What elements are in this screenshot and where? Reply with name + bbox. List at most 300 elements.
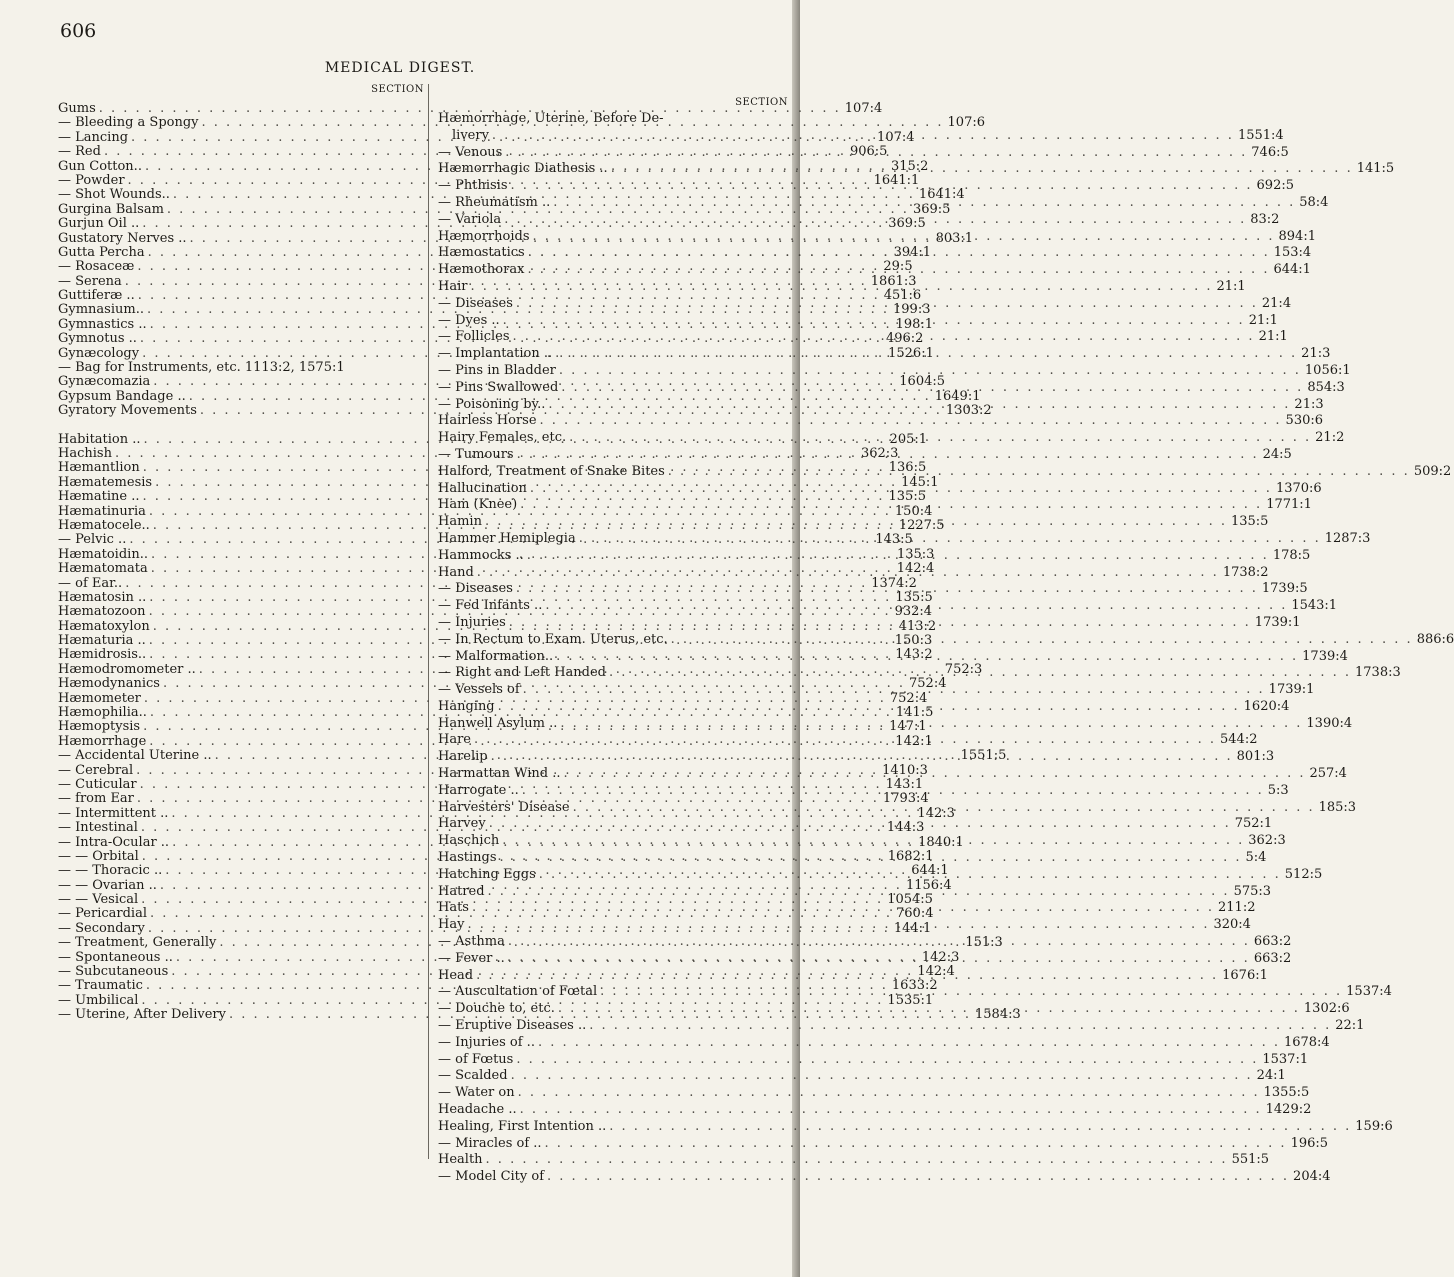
- dot-leader: [665, 464, 1410, 481]
- entry-term: Hæmodynanics: [58, 676, 160, 692]
- dot-leader: [606, 661, 1351, 682]
- dot-leader: [576, 531, 1321, 548]
- entry-section-ref: 315:2: [890, 158, 929, 174]
- entry-term: — Shot Wounds..: [58, 187, 170, 203]
- entry-term: Harvesters' Disease: [438, 799, 570, 815]
- entry-section-ref: 394:1: [893, 244, 932, 260]
- dot-leader: [497, 850, 1242, 867]
- entry-term: — In Rectum to Exam. Uterus, etc.: [438, 631, 668, 647]
- entry-term: Ham (Knee): [438, 497, 518, 513]
- entry-term: Hæmostatics: [438, 245, 525, 261]
- entry-term: — Rosaceæ: [58, 259, 135, 275]
- entry-section-ref: 1682:1: [887, 848, 934, 864]
- entry-term: — Red: [58, 144, 101, 160]
- entry-term: — Uterine, After Delivery: [58, 1007, 226, 1023]
- entry-term: — Phthisis: [438, 178, 508, 194]
- entry-term: — Lancing: [58, 129, 129, 145]
- entry-section-ref: 107:6: [947, 115, 985, 131]
- entry-section-ref: 1620:4: [1243, 698, 1290, 714]
- entry-term: Gun Cotton..: [58, 158, 142, 174]
- entry-section-ref: 1390:4: [1306, 715, 1353, 731]
- entry-term: — Dyes ..: [438, 312, 500, 328]
- entry-section-ref: 144:1: [893, 920, 932, 936]
- entry-term: — Asthma: [438, 934, 505, 950]
- entry-term: Haschich: [438, 833, 500, 849]
- entry-section-ref: 1604:5: [899, 374, 946, 390]
- dot-leader: [515, 1085, 1260, 1102]
- entry-term: — Douche to, etc.: [438, 1001, 555, 1017]
- entry-term: Hamin: [438, 514, 482, 530]
- dot-leader: [508, 1068, 1253, 1085]
- entry-section-ref: 21:1: [1216, 278, 1246, 294]
- dot-leader: [471, 732, 1216, 749]
- entry-term: Hæmorrhagic Diathesis ..: [438, 161, 608, 177]
- entry-term: — Water on: [438, 1085, 515, 1101]
- entry-section-ref: 1633:2: [891, 978, 938, 994]
- entry-term: Hæmatinuria: [58, 503, 146, 519]
- index-entry: [58, 361, 424, 375]
- dot-leader: [545, 397, 1290, 414]
- entry-term: — Vessels of: [438, 682, 520, 698]
- dot-leader: [505, 951, 1250, 968]
- entry-section-ref: 196:5: [1290, 1135, 1329, 1151]
- entry-term: Hair: [438, 278, 468, 294]
- entry-term: — Intestinal: [58, 820, 138, 836]
- right-section-label: SECTION: [735, 97, 788, 108]
- entry-term: Gutta Percha: [58, 244, 145, 260]
- dot-leader: [488, 749, 1233, 766]
- entry-section-ref: 1429:2: [1265, 1102, 1312, 1118]
- entry-term: Hare: [438, 732, 471, 748]
- index-entry: [438, 1034, 1330, 1052]
- entry-term: — — Thoracic ..: [58, 863, 163, 879]
- index-entry: [438, 1118, 1393, 1136]
- entry-term: — Fed Infants ..: [438, 598, 543, 614]
- entry-term: Hæmorrhage, Uterine, Before De-: [438, 111, 664, 126]
- entry-section-ref: 145:1: [901, 474, 939, 490]
- entry-section-ref: 575:3: [1233, 883, 1272, 899]
- entry-term: Health: [438, 1152, 483, 1168]
- dot-leader: [555, 1001, 1300, 1018]
- dot-leader: [474, 565, 1219, 582]
- entry-section-ref: 1861:3: [870, 273, 917, 289]
- entry-term: — Cuticular: [58, 776, 137, 792]
- dot-leader: [485, 884, 1230, 901]
- dot-leader: [505, 934, 1250, 951]
- entry-term: — — Ovarian ..: [58, 877, 157, 893]
- dot-leader: [570, 800, 1315, 817]
- dot-leader: [482, 514, 1227, 531]
- entry-term: — Pelvic ..: [58, 532, 127, 548]
- entry-section-ref: 644:1: [1273, 262, 1311, 278]
- entry-term: Hallucination: [438, 480, 527, 496]
- entry-section-ref: 1355:5: [1263, 1085, 1310, 1101]
- dot-leader: [566, 430, 1311, 447]
- entry-term: — Spontaneous ..: [58, 949, 173, 965]
- entry-section-ref: 1649:1: [934, 388, 981, 404]
- entry-term: Hæmatocele..: [58, 517, 150, 533]
- entry-section-ref: 1738:3: [1355, 665, 1401, 681]
- entry-section-ref: 178:5: [1272, 547, 1311, 563]
- dot-leader: [535, 1035, 1280, 1052]
- entry-term: — Intermittent ..: [58, 805, 169, 821]
- entry-section-ref: 752:4: [909, 676, 947, 692]
- entry-section-ref: 24:1: [1256, 1068, 1286, 1084]
- entry-term: — Miracles of ..: [438, 1135, 542, 1151]
- entry-section-ref: 362:3: [860, 445, 899, 461]
- entry-term: Habitation ..: [58, 431, 141, 447]
- entry-section-ref: 692:5: [1256, 178, 1294, 194]
- entry-section-ref: 906:5: [849, 144, 888, 160]
- entry-term: — Diseases: [438, 295, 513, 311]
- entry-term: Hæmothorax: [438, 262, 525, 278]
- entry-term: — Scalded: [438, 1068, 508, 1084]
- dot-leader: [524, 548, 1269, 565]
- entry-section-ref: 5:4: [1245, 850, 1267, 866]
- dot-leader: [560, 762, 1305, 783]
- entry-section-ref: 760:4: [896, 906, 934, 922]
- entry-section-ref: 1410:3: [882, 762, 928, 778]
- entry-term: Hæmatoidin..: [58, 546, 148, 562]
- entry-section-ref: 21:1: [1258, 329, 1288, 345]
- entry-section-ref: 150:4: [894, 503, 933, 519]
- index-entry: [438, 1169, 1331, 1186]
- entry-term: Hæmatoxylon: [58, 618, 150, 634]
- entry-section-ref: 135:5: [895, 589, 933, 605]
- entry-term: Hammocks ..: [438, 547, 524, 563]
- dot-leader: [553, 649, 1298, 666]
- entry-term: — Auscultation of Fœtal: [438, 984, 598, 1000]
- left-section-label: SECTION: [371, 84, 424, 95]
- index-entry: [438, 362, 1351, 380]
- index-entry: [438, 1018, 1365, 1035]
- entry-section-ref: 257:4: [1309, 766, 1347, 782]
- entry-section-ref: 362:3: [1248, 833, 1286, 849]
- entry-term: Hammer Hemiplegia: [438, 530, 576, 546]
- entry-section-ref: 159:6: [1355, 1118, 1393, 1134]
- entry-term: — Powder: [58, 172, 125, 188]
- entry-section-ref: 886:6: [1416, 631, 1454, 647]
- entry-section-ref: 21:3: [1301, 346, 1331, 362]
- entry-section-ref: 1739:4: [1302, 648, 1348, 664]
- dot-leader: [530, 229, 1275, 246]
- entry-section-ref: 1054:5: [887, 892, 933, 908]
- entry-section-ref: 1739:1: [1268, 682, 1315, 698]
- entry-section-ref: 544:2: [1220, 732, 1258, 748]
- entry-term: — Treatment, Generally: [58, 935, 217, 951]
- dot-leader: [467, 279, 1212, 296]
- entry-term: Hæmatemesis: [58, 474, 153, 490]
- entry-term: Hæmaturia ..: [58, 633, 146, 649]
- entry-term: — — Orbital: [58, 848, 139, 864]
- entry-term: Hæmodromometer ..: [58, 661, 196, 677]
- entry-term: Hairy Females, etc.: [438, 430, 567, 446]
- entry-section-ref: 204:4: [1293, 1169, 1331, 1185]
- dot-leader: [489, 128, 1234, 145]
- entry-section-ref: 21:3: [1294, 396, 1324, 412]
- entry-term: Gynæcology: [58, 345, 140, 361]
- entry-term: Hæmometer: [58, 690, 141, 706]
- entry-section-ref: 530:6: [1285, 413, 1324, 429]
- entry-term: — Traumatic: [58, 978, 143, 994]
- dot-leader: [557, 716, 1302, 733]
- entry-term: — Intra-Ocular ..: [58, 834, 170, 850]
- entry-term: — Tumours: [438, 446, 514, 462]
- entry-term: — Injuries: [438, 614, 506, 630]
- entry-section-ref: 369:5: [912, 201, 951, 217]
- entry-term: — — Vesical: [58, 892, 139, 908]
- entry-section-ref: 1793:4: [882, 791, 929, 807]
- entry-section-ref: 801:3: [1236, 749, 1275, 765]
- entry-term: — Injuries of ..: [438, 1034, 535, 1050]
- entry-term: Hatching Eggs: [438, 866, 536, 882]
- entry-term: Hats: [438, 900, 469, 916]
- index-entry: [438, 413, 1324, 430]
- index-entry: [438, 1152, 1270, 1169]
- entry-term: — Venous: [438, 144, 503, 160]
- entry-section-ref: 1370:6: [1275, 480, 1322, 496]
- entry-section-ref: 24:5: [1262, 446, 1292, 462]
- dot-leader: [500, 313, 1245, 330]
- dot-leader: [513, 1052, 1258, 1069]
- entry-section-ref: 142:1: [895, 733, 933, 749]
- entry-term: Gymnastics ..: [58, 316, 147, 332]
- entry-section-ref: 144:3: [886, 820, 925, 836]
- index-entry: [438, 1068, 1286, 1085]
- entry-section-ref: 141:5: [895, 705, 934, 721]
- entry-section-ref: 1676:1: [1222, 967, 1268, 983]
- entry-section-ref: 1537:4: [1346, 984, 1392, 1000]
- entry-section-ref: 135:5: [888, 489, 926, 505]
- entry-term: Hatred: [438, 883, 485, 899]
- entry-term: — Right and Left Handed: [438, 665, 606, 681]
- entry-term: Hæmorrhage: [58, 733, 147, 749]
- entry-term: Hanging: [438, 698, 495, 714]
- entry-term: Harvey: [438, 816, 486, 832]
- dot-leader: [517, 1102, 1262, 1119]
- entry-term: — Serena: [58, 273, 122, 289]
- entry-section-ref: 22:1: [1335, 1018, 1365, 1034]
- dot-leader: [542, 1136, 1287, 1153]
- index-entry: [438, 1102, 1312, 1119]
- dot-leader: [502, 145, 1247, 162]
- entry-section-ref: 752:3: [944, 661, 983, 677]
- entry-section-ref: 150:3: [894, 633, 933, 649]
- entry-term: — Cerebral: [58, 762, 134, 778]
- entry-section-ref: 143:1: [885, 776, 924, 792]
- entry-term: — Secondary: [58, 920, 145, 936]
- entry-section-ref: 496:2: [885, 331, 924, 347]
- entry-term: — Pericardial: [58, 906, 147, 922]
- entry-term: — Fever ..: [438, 950, 505, 966]
- dot-leader: [537, 413, 1282, 430]
- entry-term: Head: [438, 967, 474, 983]
- entry-section-ref: 1535:1: [887, 992, 934, 1008]
- dot-leader: [506, 615, 1251, 632]
- dot-leader: [464, 917, 1209, 934]
- entry-term: — Variola: [438, 211, 502, 227]
- entry-section-ref: 512:5: [1284, 866, 1323, 882]
- entry-section-ref: 803:1: [935, 230, 974, 246]
- entry-term: Hæmatozoon: [58, 604, 146, 620]
- entry-term: Harrogate ..: [438, 782, 519, 798]
- entry-section-ref: 135:3: [896, 546, 935, 562]
- entry-section-ref: 1678:4: [1283, 1034, 1330, 1050]
- dot-leader: [606, 1119, 1351, 1136]
- dot-leader: [499, 833, 1244, 850]
- entry-section-ref: 142:3: [921, 949, 960, 965]
- dot-leader: [536, 867, 1281, 884]
- entry-section-ref: 83:2: [1250, 211, 1280, 227]
- index-entry: [438, 1051, 1309, 1069]
- entry-term: — Rheumatism ..: [438, 194, 551, 210]
- entry-section-ref: 107:4: [844, 101, 883, 116]
- dot-leader: [552, 346, 1297, 363]
- dot-leader: [486, 816, 1231, 836]
- dot-leader: [495, 699, 1240, 716]
- entry-section-ref: 1156:4: [905, 877, 952, 893]
- entry-section-ref: 854:3: [1307, 379, 1345, 395]
- dot-leader: [550, 195, 1295, 212]
- entry-term: Gymnotus ..: [58, 331, 137, 347]
- entry-term: — of Fœtus: [438, 1051, 514, 1067]
- entry-term: — Subcutaneous: [58, 964, 169, 980]
- entry-section-ref: 1056:1: [1304, 362, 1351, 378]
- entry-term: Hæmatomata: [58, 561, 148, 577]
- entry-section-ref: 663:2: [1253, 950, 1292, 966]
- dot-leader: [527, 481, 1272, 498]
- entry-section-ref: 752:4: [889, 690, 928, 706]
- entry-term: Gypsum Bandage ..: [58, 388, 186, 404]
- entry-section-ref: 1771:1: [1266, 497, 1312, 513]
- entry-section-ref: 143:2: [895, 647, 933, 663]
- entry-section-ref: 1374:2: [871, 575, 917, 591]
- entry-section-ref: 1543:1: [1291, 598, 1338, 614]
- entry-term: Gums: [58, 101, 96, 116]
- entry-section-ref: 644:1: [911, 863, 949, 879]
- entry-term: Hairless Horse: [438, 413, 537, 429]
- entry-term: Hanwell Asylum ..: [438, 715, 558, 731]
- entry-term: — Bleeding a Spongy: [58, 115, 199, 131]
- entry-section-ref: 21:1: [1248, 312, 1278, 328]
- dot-leader: [556, 363, 1301, 380]
- entry-term: Gymnasium..: [58, 302, 144, 318]
- entry-term: — Malformation..: [438, 648, 554, 664]
- entry-term: Hand: [438, 564, 474, 580]
- entry-term: — Poisoning by..: [438, 396, 546, 412]
- entry-term: — Diseases: [438, 581, 513, 597]
- entry-term: Gustatory Nerves ..: [58, 230, 187, 246]
- entry-term: — of Ear..: [58, 575, 123, 591]
- entry-section-ref: 29:5: [883, 259, 913, 275]
- dot-leader: [501, 212, 1246, 232]
- entry-term: Hastings: [438, 850, 497, 866]
- dot-leader: [608, 158, 1353, 178]
- entry-section-ref: 141:5: [1356, 161, 1395, 177]
- entry-term: Halford, Treatment of Snake Bites: [438, 463, 665, 479]
- entry-section-ref: 1641:1: [873, 172, 920, 188]
- dot-leader: [483, 1152, 1228, 1169]
- entry-section-ref: 135:5: [1230, 514, 1269, 530]
- entry-term: — Eruptive Diseases ..: [438, 1018, 587, 1034]
- dot-leader: [586, 1018, 1331, 1035]
- entry-term: Guttiferæ ..: [58, 288, 135, 304]
- entry-term: Gynæcomazia: [58, 374, 151, 390]
- entry-term: Headache ..: [438, 1102, 517, 1118]
- entry-section-ref: 663:2: [1253, 934, 1292, 950]
- entry-section-ref: 369:5: [888, 216, 926, 232]
- entry-section-ref: 153:4: [1273, 245, 1312, 261]
- entry-term: Gyratory Movements: [58, 403, 197, 419]
- entry-section-ref: 136:5: [888, 460, 927, 476]
- dot-leader: [513, 581, 1258, 598]
- entry-section-ref: 746:5: [1251, 144, 1289, 160]
- entry-section-ref: 1302:6: [1303, 1001, 1350, 1017]
- entry-section-ref: 143:5: [875, 532, 913, 548]
- entry-section-ref: 1738:2: [1222, 564, 1269, 580]
- entry-term: — Pins in Bladder: [438, 362, 556, 378]
- entry-term: — Bag for Instruments, etc. 1113:2, 1575:1: [58, 360, 345, 376]
- page-number: 606: [60, 20, 97, 42]
- dot-leader: [513, 296, 1258, 313]
- entry-section-ref: 151:3: [965, 935, 1003, 951]
- entry-section-ref: 1526:1: [888, 345, 934, 361]
- dot-leader: [517, 497, 1262, 514]
- entry-section-ref: 58:4: [1299, 194, 1329, 210]
- index-entry: [438, 1135, 1329, 1153]
- entry-term: Gurgina Balsam: [58, 201, 164, 217]
- entry-section-ref: 21:4: [1261, 295, 1292, 311]
- dot-leader: [469, 900, 1214, 917]
- entry-section-ref: 211:2: [1218, 900, 1256, 916]
- index-entry: [438, 111, 788, 128]
- index-entry: [438, 1085, 1310, 1102]
- entry-term: — Follicles: [438, 329, 510, 345]
- dot-leader: [510, 329, 1255, 346]
- dot-leader: [668, 632, 1413, 649]
- entry-term: — Pins Swallowed: [438, 379, 559, 395]
- dot-leader: [519, 783, 1264, 800]
- entry-section-ref: 932:4: [894, 604, 933, 620]
- entry-section-ref: 21:2: [1315, 430, 1345, 446]
- dot-leader: [473, 968, 1218, 985]
- running-head: MEDICAL DIGEST.: [324, 60, 476, 76]
- entry-term: — Accidental Uterine ..: [58, 748, 212, 764]
- dot-leader: [508, 178, 1253, 195]
- entry-term: Hæmantlion: [58, 460, 140, 476]
- entry-section-ref: 199:3: [893, 302, 931, 318]
- entry-term: Hæmophilia..: [58, 705, 147, 721]
- entry-section-ref: 142:4: [917, 964, 955, 980]
- entry-section-ref: 1840:1: [918, 834, 964, 850]
- entry-section-ref: 185:3: [1318, 799, 1357, 815]
- entry-section-ref: 1287:3: [1324, 530, 1371, 546]
- dot-leader: [520, 682, 1265, 699]
- dot-leader: [524, 259, 1269, 279]
- entry-section-ref: 107:4: [877, 129, 915, 145]
- entry-section-ref: 1551:5: [960, 748, 1007, 764]
- entry-term: Hæmatine ..: [58, 489, 140, 505]
- entry-term: Hæmidrosis..: [58, 647, 147, 663]
- entry-section-ref: 1537:1: [1262, 1051, 1309, 1067]
- entry-section-ref: 1641:4: [918, 187, 965, 203]
- dot-leader: [597, 984, 1342, 1001]
- entry-term: Hachish: [58, 445, 112, 461]
- entry-section-ref: 1584:3: [975, 1007, 1021, 1023]
- entry-term: Harmattan Wind ..: [438, 766, 561, 782]
- entry-term: — Implantation ..: [438, 346, 553, 362]
- entry-section-ref: 1303:2: [945, 403, 992, 419]
